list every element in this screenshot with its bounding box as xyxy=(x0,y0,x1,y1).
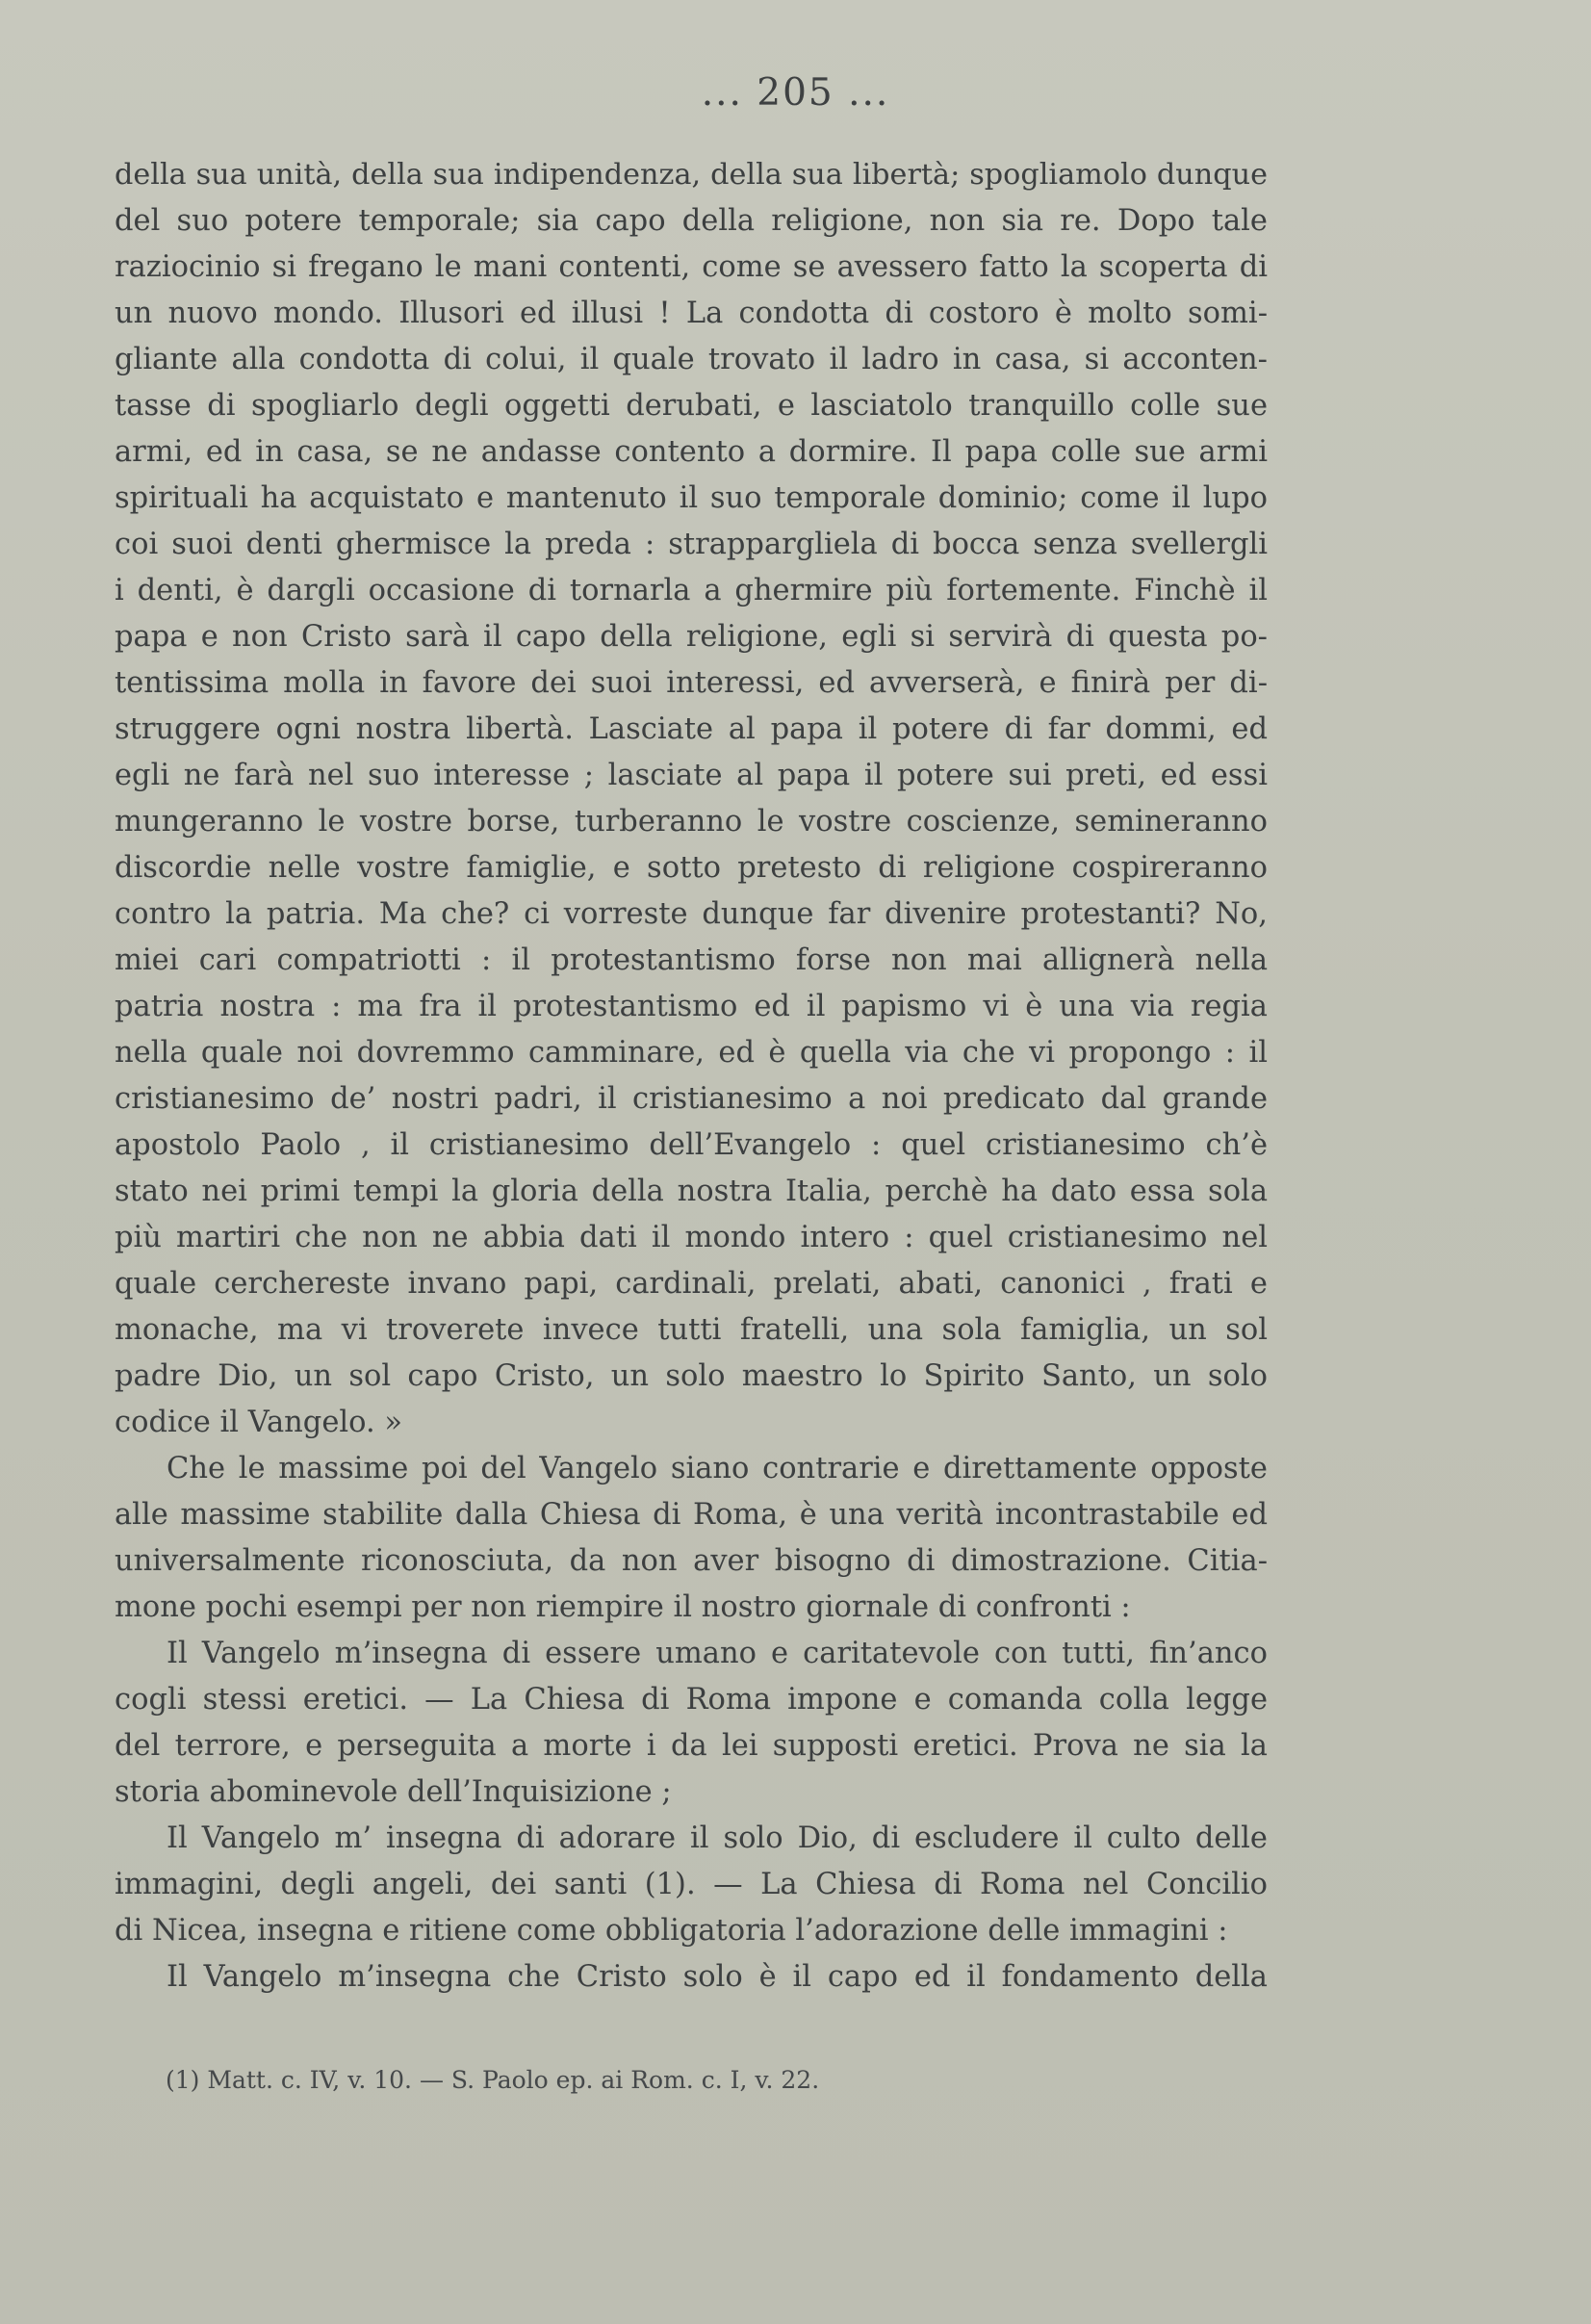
text-line: nella quale noi dovremmo camminare, ed è quella via che vi propongo : il xyxy=(115,1036,1268,1070)
text-line: padre Dio, un sol capo Cristo, un solo maestro lo Spirito Santo, un solo xyxy=(115,1359,1268,1393)
text-line: immagini, degli angeli, dei santi (1). — La Chiesa di Roma nel Concilio xyxy=(115,1868,1268,1901)
text-line: più martiri che non ne abbia dati il mondo intero : quel cristianesimo nel xyxy=(115,1221,1268,1254)
text-line: apostolo Paolo , il cristianesimo dell’Evangelo : quel cristianesimo ch’è xyxy=(115,1128,1268,1162)
text-line: Il Vangelo m’insegna di essere umano e caritatevole con tutti, fin’anco xyxy=(167,1637,1268,1670)
footnote: (1) Matt. c. IV, v. 10. — S. Paolo ep. ai Rom. c. I, v. 22. xyxy=(166,2066,820,2094)
text-line: stato nei primi tempi la gloria della nostra Italia, perchè ha dato essa sola xyxy=(115,1175,1268,1208)
text-line: discordie nelle vostre famiglie, e sotto pretesto di religione cospireranno xyxy=(115,851,1268,885)
text-line: mone pochi esempi per non riempire il nostro giornale di confronti : xyxy=(115,1590,1131,1624)
text-line: contro la patria. Ma che? ci vorreste dunque far divenire protestanti? No, xyxy=(115,897,1268,931)
text-line: storia abominevole dell’Inquisizione ; xyxy=(115,1775,672,1809)
text-line: cogli stessi eretici. — La Chiesa di Roma impone e comanda colla legge xyxy=(115,1683,1268,1717)
text-line: egli ne farà nel suo interesse ; lasciate al papa il potere sui preti, ed essi xyxy=(115,759,1268,792)
text-line: mungeranno le vostre borse, turberanno le vostre coscienze, semineranno xyxy=(115,805,1268,839)
text-line: Che le massime poi del Vangelo siano contrarie e direttamente opposte xyxy=(167,1452,1268,1485)
text-line: alle massime stabilite dalla Chiesa di Roma, è una verità incontrastabile ed xyxy=(115,1498,1268,1532)
text-line: gliante alla condotta di colui, il quale trovato il ladro in casa, si acconten- xyxy=(115,343,1268,376)
text-line: spirituali ha acquistato e mantenuto il suo temporale dominio; come il lupo xyxy=(115,481,1268,515)
text-line: monache, ma vi troverete invece tutti fratelli, una sola famiglia, un sol xyxy=(115,1313,1268,1347)
text-line: coi suoi denti ghermisce la preda : strappargliela di bocca senza svellergli xyxy=(115,528,1268,561)
text-line: Il Vangelo m’ insegna di adorare il solo Dio, di escludere il culto delle xyxy=(167,1821,1268,1855)
text-line: Il Vangelo m’insegna che Cristo solo è il capo ed il fondamento della xyxy=(167,1960,1268,1994)
body-text xyxy=(115,152,1268,2001)
text-line: miei cari compatriotti : il protestantismo forse non mai allignerà nella xyxy=(115,943,1268,977)
text-line: del terrore, e perseguita a morte i da lei supposti eretici. Prova ne sia la xyxy=(115,1729,1268,1763)
text-line: patria nostra : ma fra il protestantismo ed il papismo vi è una via regia xyxy=(115,990,1268,1023)
text-line: cristianesimo de’ nostri padri, il cristianesimo a noi predicato dal grande xyxy=(115,1082,1268,1116)
text-line: della sua unità, della sua indipendenza, della sua libertà; spogliamolo dunque xyxy=(115,158,1268,192)
text-line: codice il Vangelo. » xyxy=(115,1406,403,1439)
text-line: di Nicea, insegna e ritiene come obbligatoria l’adorazione delle immagini : xyxy=(115,1914,1228,1948)
text-line: tentissima molla in favore dei suoi interessi, ed avverserà, e finirà per di- xyxy=(115,666,1268,700)
text-line: struggere ogni nostra libertà. Lasciate al papa il potere di far dommi, ed xyxy=(115,712,1268,746)
text-line: raziocinio si fregano le mani contenti, come se avessero fatto la scoperta di xyxy=(115,250,1268,284)
text-line: del suo potere temporale; sia capo della religione, non sia re. Dopo tale xyxy=(115,204,1268,238)
text-line: armi, ed in casa, se ne andasse contento a dormire. Il papa colle sue armi xyxy=(115,435,1268,469)
text-line: universalmente riconosciuta, da non aver bisogno di dimostrazione. Citia- xyxy=(115,1544,1268,1578)
text-line: quale cerchereste invano papi, cardinali, prelati, abati, canonici , frati e xyxy=(115,1267,1268,1301)
text-line: papa e non Cristo sarà il capo della religione, egli si servirà di questa po- xyxy=(115,620,1268,654)
text-line: tasse di spogliarlo degli oggetti derubati, e lasciatolo tranquillo colle sue xyxy=(115,389,1268,423)
page-number: ... 205 ... xyxy=(701,71,890,115)
text-line: un nuovo mondo. Illusori ed illusi ! La condotta di costoro è molto somi- xyxy=(115,297,1268,330)
text-line: i denti, è dargli occasione di tornarla a ghermire più fortemente. Finchè il xyxy=(115,574,1268,607)
